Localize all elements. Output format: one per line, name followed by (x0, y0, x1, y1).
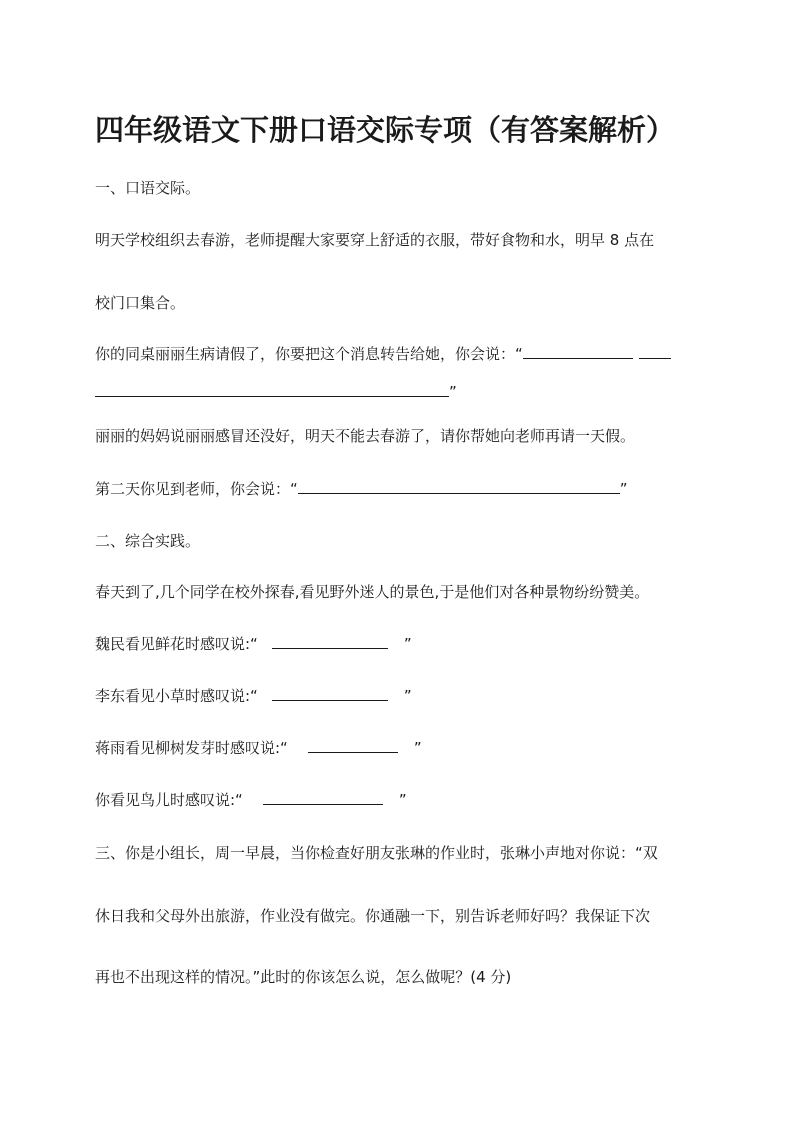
section2-item-lidong (95, 686, 412, 706)
page-title: 四年级语文下册口语交际专项（有答案解析） (95, 113, 676, 147)
answer-blank[interactable] (272, 686, 388, 701)
item-prefix: 蒋雨看见柳树发芽时感叹说:“ (95, 739, 288, 757)
section1-heading: 一、口语交际。 (95, 179, 201, 197)
answer-blank[interactable] (272, 634, 388, 649)
answer-blank[interactable] (523, 344, 633, 359)
section1-para2: 丽丽的妈妈说丽丽感冒还没好，明天不能去春游了，请你帮她向老师再请一天假。 (95, 427, 636, 445)
section1-para1-line2: 校门口集合。 (95, 294, 186, 312)
item-end: ” (403, 687, 412, 705)
answer-blank[interactable] (639, 344, 671, 359)
answer-blank[interactable] (263, 790, 383, 805)
section2-item-jiangyu (95, 738, 422, 758)
answer-blank[interactable] (95, 382, 449, 397)
item-end: ” (398, 791, 407, 809)
item-end: ” (413, 739, 422, 757)
question1-prefix: 你的同桌丽丽生病请假了，你要把这个消息转告给她，你会说：“ (95, 345, 523, 363)
question2-end: ” (619, 480, 628, 498)
answer-blank[interactable] (298, 479, 620, 494)
item-prefix: 李东看见小草时感叹说:“ (95, 687, 258, 705)
question1-end: ” (449, 383, 457, 401)
item-end: ” (403, 635, 412, 653)
section1-question2 (95, 479, 628, 499)
question2-prefix: 第二天你见到老师，你会说：“ (95, 480, 298, 498)
section3-line1: 三、你是小组长，周一早晨，当你检查好朋友张琳的作业时，张琳小声地对你说：“双 (95, 844, 658, 862)
section3-line2: 休日我和父母外出旅游，作业没有做完。你通融一下，别告诉老师好吗？我保证下次 (95, 907, 651, 925)
item-prefix: 你看见鸟儿时感叹说:“ (95, 791, 243, 809)
section2-item-weimin (95, 634, 412, 654)
section2-heading: 二、综合实践。 (95, 532, 201, 550)
answer-blank[interactable] (308, 738, 398, 753)
section2-intro: 春天到了,几个同学在校外探春,看见野外迷人的景色,于是他们对各种景物纷纷赞美。 (95, 583, 650, 601)
section1-para1-line1: 明天学校组织去春游，老师提醒大家要穿上舒适的衣服，带好食物和水，明早 8 点在 (95, 231, 655, 249)
section2-item-you (95, 790, 407, 810)
section1-question1-continuation (95, 382, 457, 402)
section1-question1 (95, 344, 671, 364)
item-prefix: 魏民看见鲜花时感叹说:“ (95, 635, 258, 653)
section3-line3: 再也不出现这样的情况。”此时的你该怎么说，怎么做呢？(4 分) (95, 968, 512, 986)
